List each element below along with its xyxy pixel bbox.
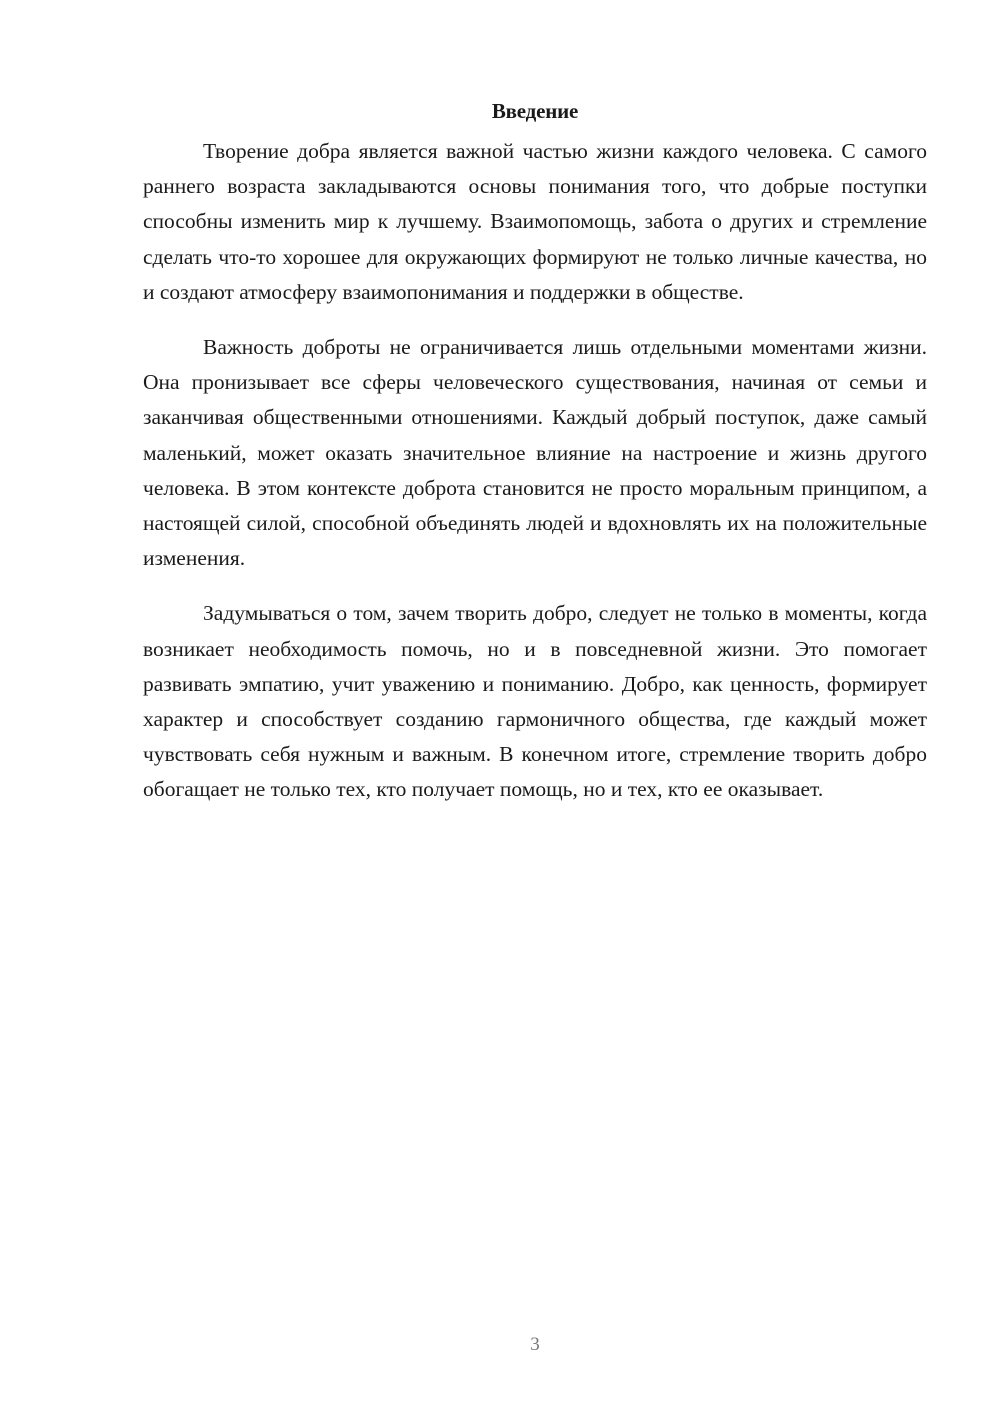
page-number: 3 [530, 1334, 540, 1355]
paragraph-1: Творение добра является важной частью жизни каждого человека. С самого раннего возраста закладываются основы понимания того, что добрые поступки способны изменить мир к лучшему. Взаимопомощь, забота о других и стремление сделать что-то хорошее для окружающих формируют не только личные качества, но и создают атмосферу взаимопонимания и поддержки в обществе. [143, 139, 927, 304]
paragraph-3: Задумываться о том, зачем творить добро, следует не только в моменты, когда возникает необходимость помочь, но и в повседневной жизни. Это помогает развивать эмпатию, учит уважению и пониманию. Добро, как ценность, формирует характер и способствует созданию гармоничного общества, где каждый может чувствовать себя нужным и важным. В конечном итоге, стремление творить добро обогащает не только тех, кто получает помощь, но и тех, кто ее оказывает. [143, 601, 927, 802]
document-body [143, 96, 927, 828]
paragraph-2: Важность доброты не ограничивается лишь отдельными моментами жизни. Она пронизывает все сферы человеческого существования, начиная от семьи и заканчивая общественными отношениями. Каждый добрый поступок, даже самый маленький, может оказать значительное влияние на настроение и жизнь другого человека. В этом контексте доброта становится не просто моральным принципом, а настоящей силой, способной объединять людей и вдохновлять их на положительные изменения. [143, 335, 927, 571]
section-title: Введение [491, 99, 579, 123]
